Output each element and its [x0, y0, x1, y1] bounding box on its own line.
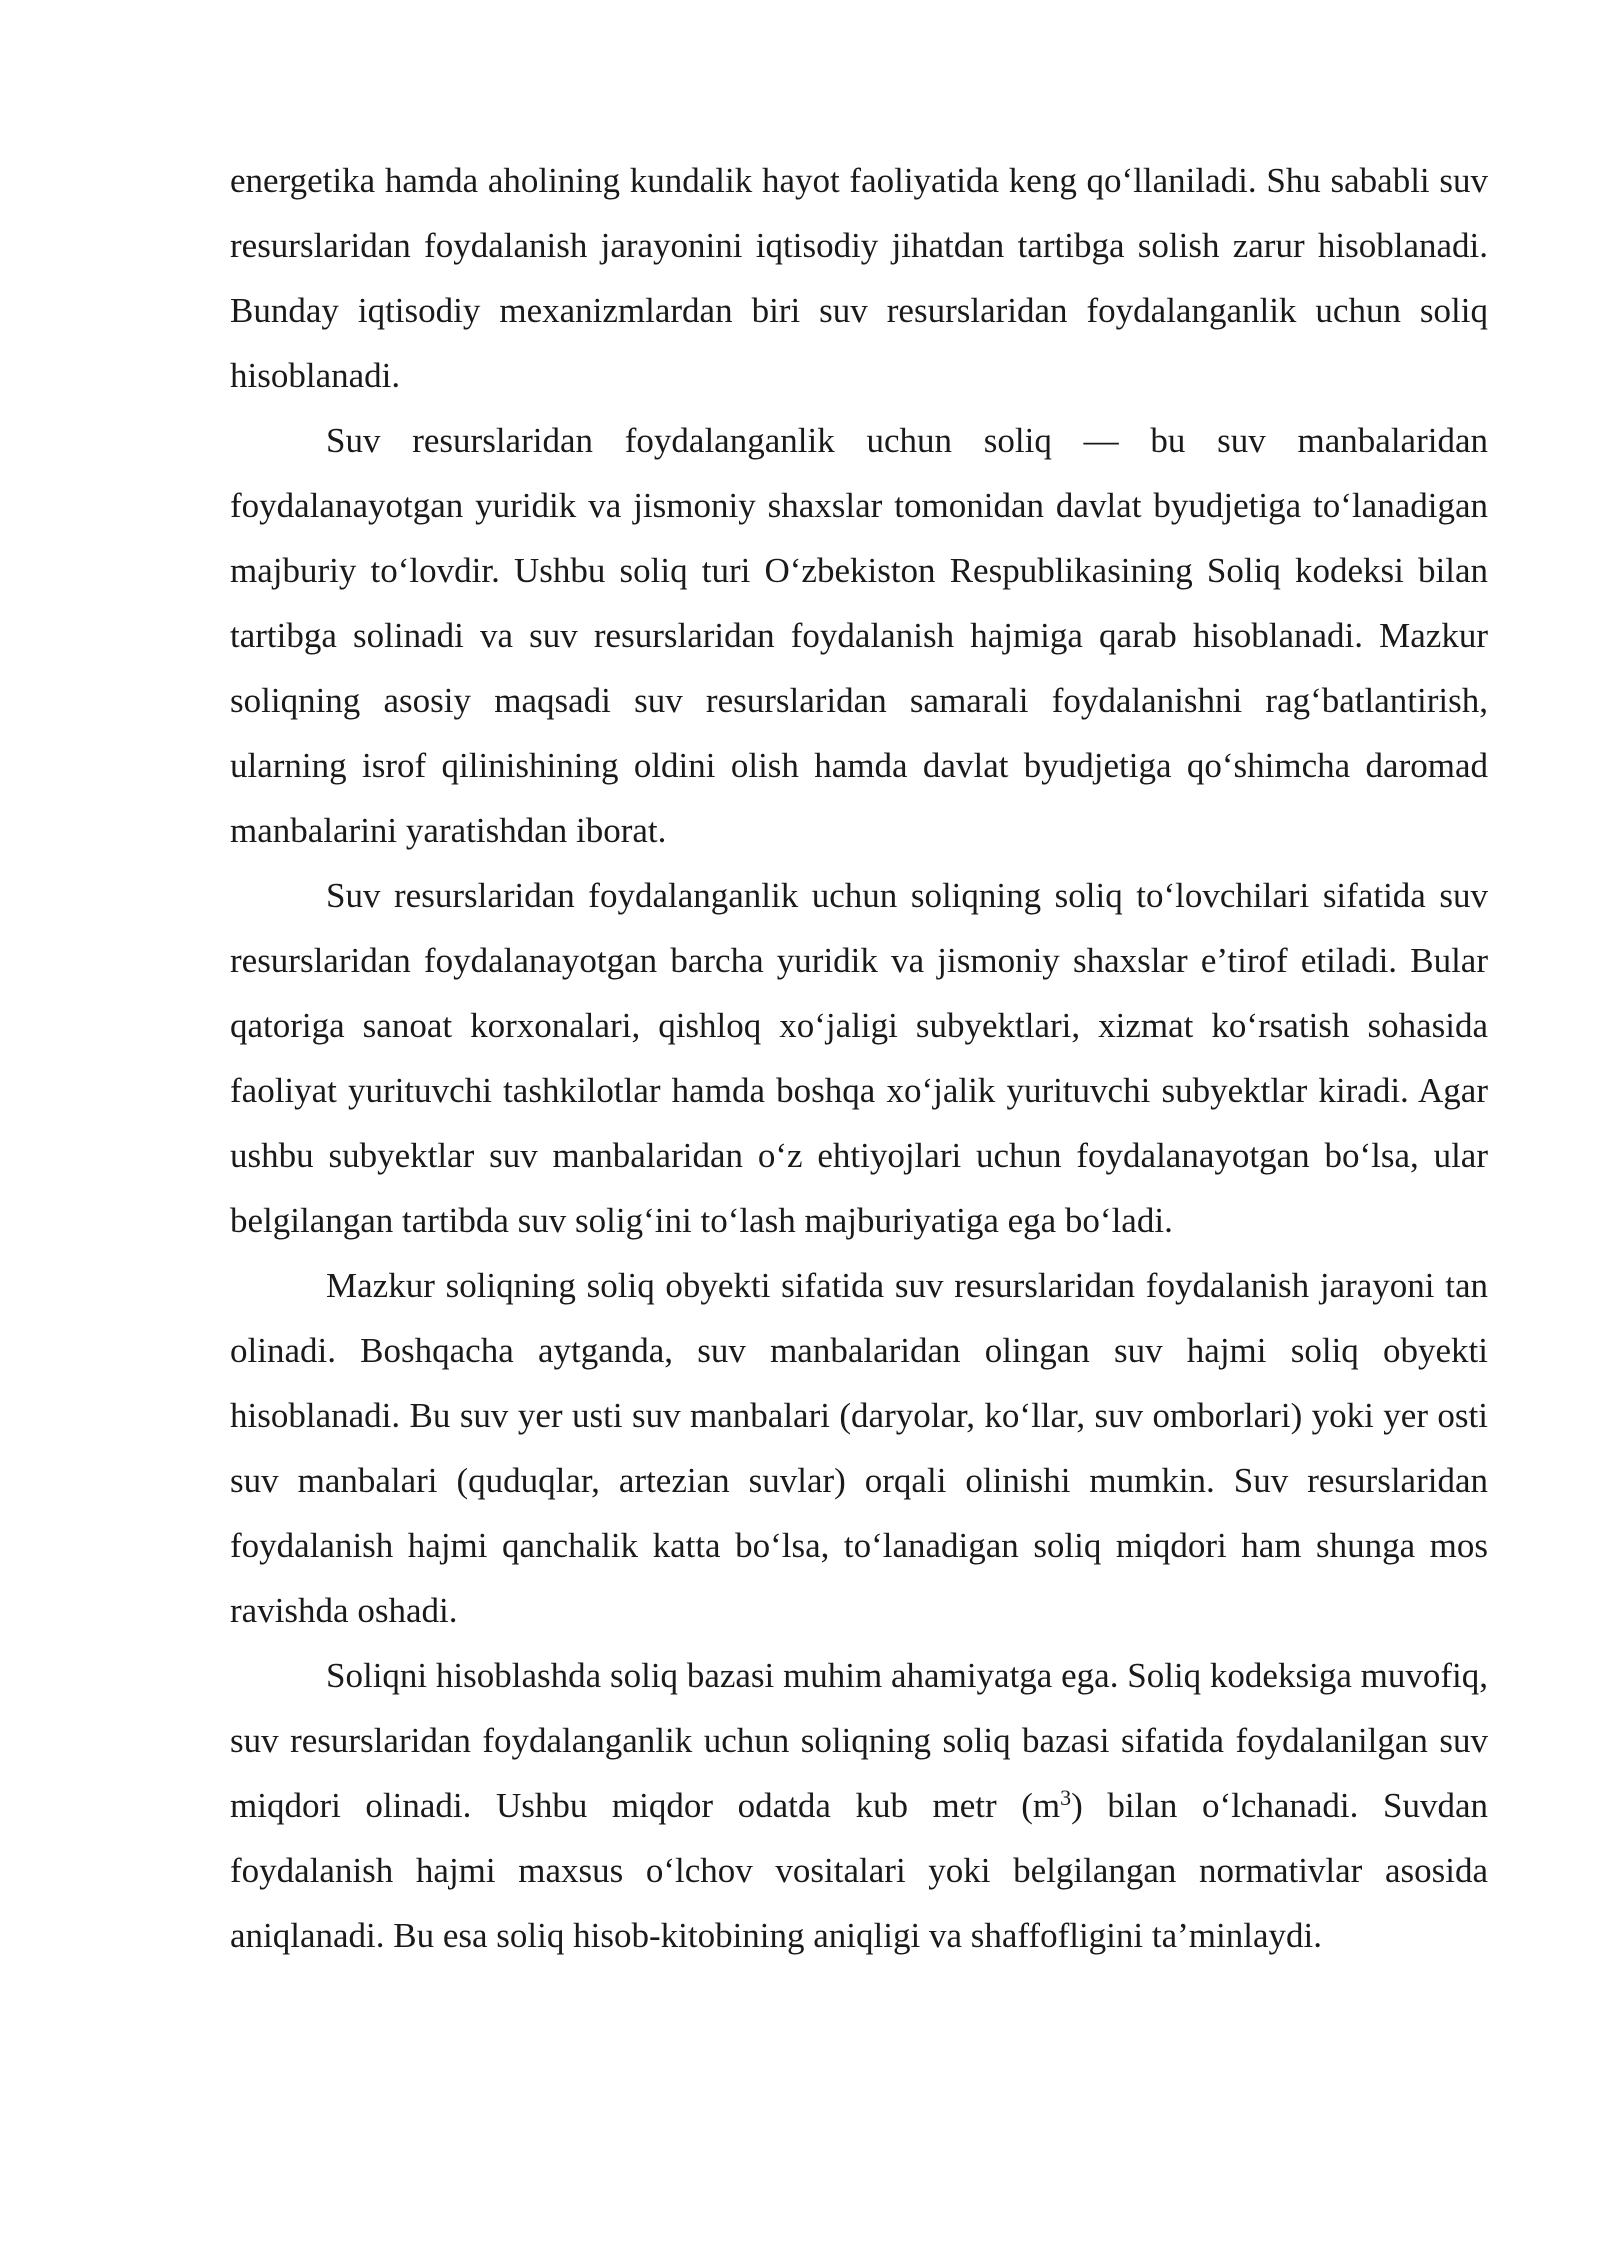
paragraph-1: energetika hamda aholining kundalik hayot faoliyatida keng qo‘llaniladi. Shu sababli suv resurslaridan foydalanish jarayonini iqtisodiy jihatdan tartibga solish zarur hisoblanadi. Bunday iqtisodiy mexanizmlardan biri suv resurslaridan foydalanganlik uchun soliq hisoblanadi.	[230, 161, 1488, 395]
paragraph-5-text-a: Soliqni hisoblashda soliq bazasi muhim ahamiyatga ega. Soliq kodeksiga muvofiq, suv resurslaridan foydalanganlik uchun soliqning soliq bazasi sifatida foydalanilgan suv miqdori olinadi. Ushbu miqdor odatda kub metr (m	[230, 1656, 1488, 1825]
paragraph-5-text-b: ) bilan o‘lchanadi. Suvdan foydalanish hajmi maxsus o‘lchov vositalari yoki belgilangan normativlar asosida aniqlanadi. Bu esa soliq hisob-kitobining aniqligi va shaffofligini ta’minlaydi.	[230, 1786, 1488, 1955]
paragraph-4: Mazkur soliqning soliq obyekti sifatida suv resurslaridan foydalanish jarayoni tan olinadi. Boshqacha aytganda, suv manbalaridan olingan suv hajmi soliq obyekti hisoblanadi. Bu suv yer usti suv manbalari (daryolar, ko‘llar, suv omborlari) yoki yer osti suv manbalari (quduqlar, artezian suvlar) orqali olinishi mumkin. Suv resurslaridan foydalanish hajmi qanchalik katta bo‘lsa, to‘lanadigan soliq miqdori ham shunga mos ravishda oshadi.	[230, 1266, 1488, 1630]
paragraph-3: Suv resurslaridan foydalanganlik uchun soliqning soliq to‘lovchilari sifatida suv resurslaridan foydalanayotgan barcha yuridik va jismoniy shaxslar e’tirof etiladi. Bular qatoriga sanoat korxonalari, qishloq xo‘jaligi subyektlari, xizmat ko‘rsatish sohasida faoliyat yurituvchi tashkilotlar hamda boshqa xo‘jalik yurituvchi subyektlar kiradi. Agar ushbu subyektlar suv manbalaridan o‘z ehtiyojlari uchun foydalanayotgan bo‘lsa, ular belgilangan tartibda suv solig‘ini to‘lash majburiyatiga ega bo‘ladi.	[230, 876, 1488, 1240]
document-page	[230, 148, 1488, 1968]
cubic-superscript: 3	[1060, 1785, 1072, 1810]
paragraph-2: Suv resurslaridan foydalanganlik uchun soliq — bu suv manbalaridan foydalanayotgan yuridik va jismoniy shaxslar tomonidan davlat byudjetiga to‘lanadigan majburiy to‘lovdir. Ushbu soliq turi O‘zbekiston Respublikasining Soliq kodeksi bilan tartibga solinadi va suv resurslaridan foydalanish hajmiga qarab hisoblanadi. Mazkur soliqning asosiy maqsadi suv resurslaridan samarali foydalanishni rag‘batlantirish, ularning isrof qilinishining oldini olish hamda davlat byudjetiga qo‘shimcha daromad manbalarini yaratishdan iborat.	[230, 421, 1488, 850]
paragraph-5	[230, 1643, 1488, 1968]
